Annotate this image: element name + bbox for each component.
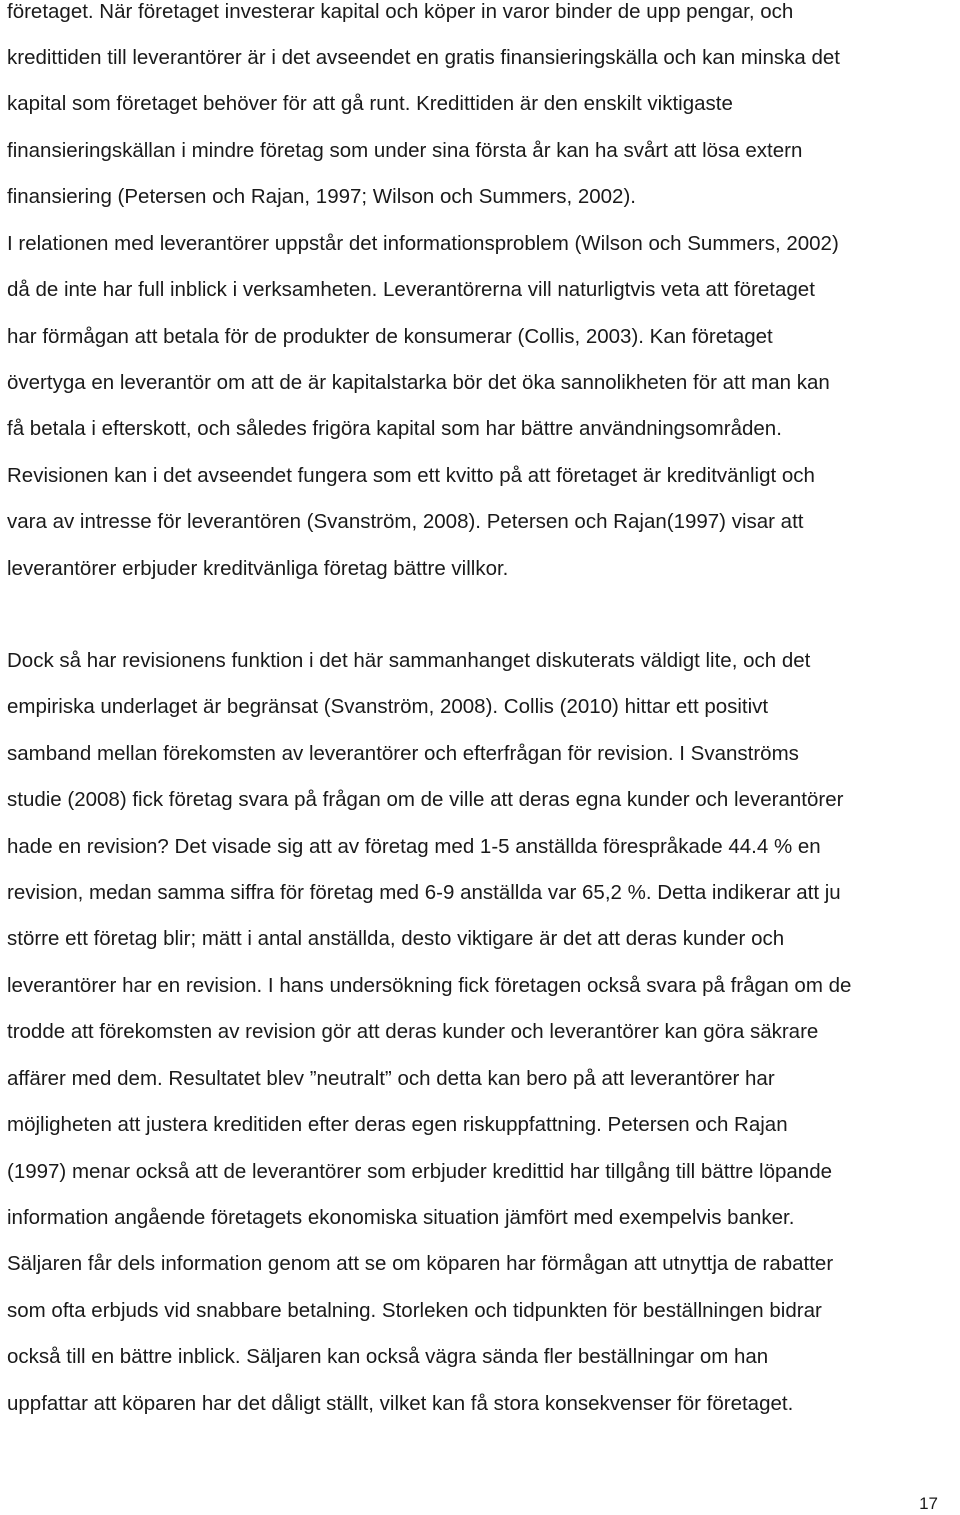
text-line: Revisionen kan i det avseendet fungera som ett kvitto på att företaget är kreditvänligt och xyxy=(7,464,815,487)
text-line: också till en bättre inblick. Säljaren kan också vägra sända fler beställningar om han xyxy=(7,1345,769,1368)
text-line: leverantörer erbjuder kreditvänliga företag bättre villkor. xyxy=(7,557,509,580)
text-line: finansiering (Petersen och Rajan, 1997; Wilson och Summers, 2002). xyxy=(7,185,636,208)
text-line: leverantörer har en revision. I hans undersökning fick företagen också svara på frågan om de xyxy=(7,974,852,997)
text-line: I relationen med leverantörer uppstår det informationsproblem (Wilson och Summers, 2002) xyxy=(7,232,839,255)
text-line: då de inte har full inblick i verksamheten. Leverantörerna vill naturligtvis veta att företaget xyxy=(7,278,815,301)
page-number: 17 xyxy=(919,1494,938,1513)
text-line: affärer med dem. Resultatet blev ”neutralt” och detta kan bero på att leverantörer har xyxy=(7,1067,775,1090)
text-line: trodde att förekomsten av revision gör att deras kunder och leverantörer kan göra säkrare xyxy=(7,1020,819,1043)
text-line: få betala i efterskott, och således frigöra kapital som har bättre användningsområden. xyxy=(7,417,782,440)
text-line: samband mellan förekomsten av leverantörer och efterfrågan för revision. I Svanströms xyxy=(7,742,799,765)
text-line: har förmågan att betala för de produkter de konsumerar (Collis, 2003). Kan företaget xyxy=(7,325,773,348)
text-line: studie (2008) fick företag svara på frågan om de ville att deras egna kunder och leverantörer xyxy=(7,788,844,811)
text-line: företaget. När företaget investerar kapital och köper in varor binder de upp pengar, och xyxy=(7,0,794,23)
text-line: empiriska underlaget är begränsat (Svanström, 2008). Collis (2010) hittar ett positivt xyxy=(7,695,769,718)
text-line: större ett företag blir; mätt i antal anställda, desto viktigare är det att deras kunder och xyxy=(7,927,785,950)
text-line: Säljaren får dels information genom att se om köparen har förmågan att utnyttja de rabatter xyxy=(7,1252,834,1275)
text-line: kapital som företaget behöver för att gå runt. Kredittiden är den enskilt viktigaste xyxy=(7,92,733,115)
text-line: revision, medan samma siffra för företag med 6-9 anställda var 65,2 %. Detta indikerar att ju xyxy=(7,881,841,904)
text-line: information angående företagets ekonomiska situation jämfört med exempelvis banker. xyxy=(7,1206,795,1229)
text-line: vara av intresse för leverantören (Svanström, 2008). Petersen och Rajan(1997) visar att xyxy=(7,510,804,533)
text-line: kredittiden till leverantörer är i det avseendet en gratis finansieringskälla och kan minska det xyxy=(7,46,840,69)
text-line: möjligheten att justera kreditiden efter deras egen riskuppfattning. Petersen och Rajan xyxy=(7,1113,788,1136)
text-line: finansieringskällan i mindre företag som under sina första år kan ha svårt att lösa extern xyxy=(7,139,803,162)
text-line: övertyga en leverantör om att de är kapitalstarka bör det öka sannolikheten för att man kan xyxy=(7,371,830,394)
text-line: uppfattar att köparen har det dåligt ställt, vilket kan få stora konsekvenser för företaget. xyxy=(7,1392,794,1415)
text-line: hade en revision? Det visade sig att av företag med 1-5 anställda förespråkade 44.4 % en xyxy=(7,835,821,858)
text-line: som ofta erbjuds vid snabbare betalning. Storleken och tidpunkten för beställningen bidrar xyxy=(7,1299,822,1322)
text-line: Dock så har revisionens funktion i det här sammanhanget diskuterats väldigt lite, och det xyxy=(7,649,811,672)
text-line: (1997) menar också att de leverantörer som erbjuder kredittid har tillgång till bättre löpande xyxy=(7,1160,832,1183)
